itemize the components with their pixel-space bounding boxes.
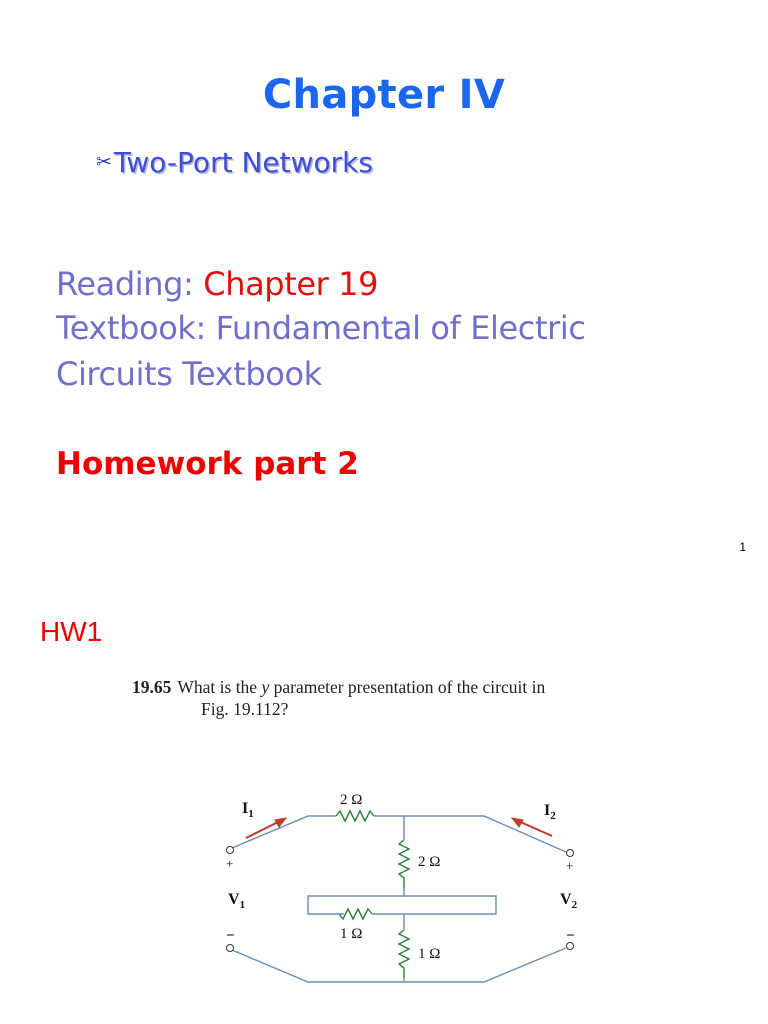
problem-number: 19.65 xyxy=(132,677,172,697)
label-r-mid: 1 Ω xyxy=(340,926,363,942)
page-number: 1 xyxy=(739,540,746,554)
label-r-top: 2 Ω xyxy=(340,792,363,808)
terminal-1-minus xyxy=(227,945,234,952)
label-v2-minus: − xyxy=(566,928,575,944)
terminal-2-plus xyxy=(567,850,574,857)
label-r-vert-top: 2 Ω xyxy=(418,854,441,870)
label-r-vert-bot: 1 Ω xyxy=(418,946,441,962)
resistor-top xyxy=(336,811,374,821)
problem-text-cont: parameter presentation of the circuit in xyxy=(269,677,546,697)
problem-text-line2: Fig. 19.112? xyxy=(201,699,289,719)
label-v1: $V_1$ xyxy=(228,891,246,911)
problem-statement xyxy=(132,676,692,720)
slide-title: Chapter IV xyxy=(262,72,506,118)
reading-value: Chapter 19 xyxy=(203,265,379,303)
textbook-line: Textbook: Fundamental of Electric xyxy=(56,309,586,347)
label-i2: $I_2$ xyxy=(544,802,556,822)
bullet-item xyxy=(96,146,373,179)
scissors-icon: ✂ xyxy=(96,151,112,173)
label-i1: $I_1$ xyxy=(242,800,254,820)
homework-heading: Homework part 2 xyxy=(56,446,359,482)
wire-middle-left xyxy=(308,896,404,914)
wire-bottom xyxy=(232,948,566,982)
resistor-vert-top xyxy=(399,840,409,888)
bullet-text: Two-Port Networks xyxy=(113,146,373,179)
resistor-vert-bot xyxy=(399,930,409,978)
label-v1-minus: − xyxy=(226,928,235,944)
reading-line xyxy=(56,262,378,306)
problem-variable: y xyxy=(261,677,270,697)
label-v2: $V_2$ xyxy=(560,891,578,911)
textbook-line-continued: Circuits Textbook xyxy=(56,355,322,393)
hw-label: HW1 xyxy=(40,616,103,647)
reading-label: Reading: xyxy=(56,265,204,303)
problem-text: What is the xyxy=(177,677,262,697)
label-v1-plus: + xyxy=(226,856,234,871)
wire-middle-loop xyxy=(372,888,496,914)
circuit-diagram xyxy=(0,780,768,1000)
terminal-1-plus xyxy=(227,847,234,854)
label-v2-plus: + xyxy=(566,858,574,873)
